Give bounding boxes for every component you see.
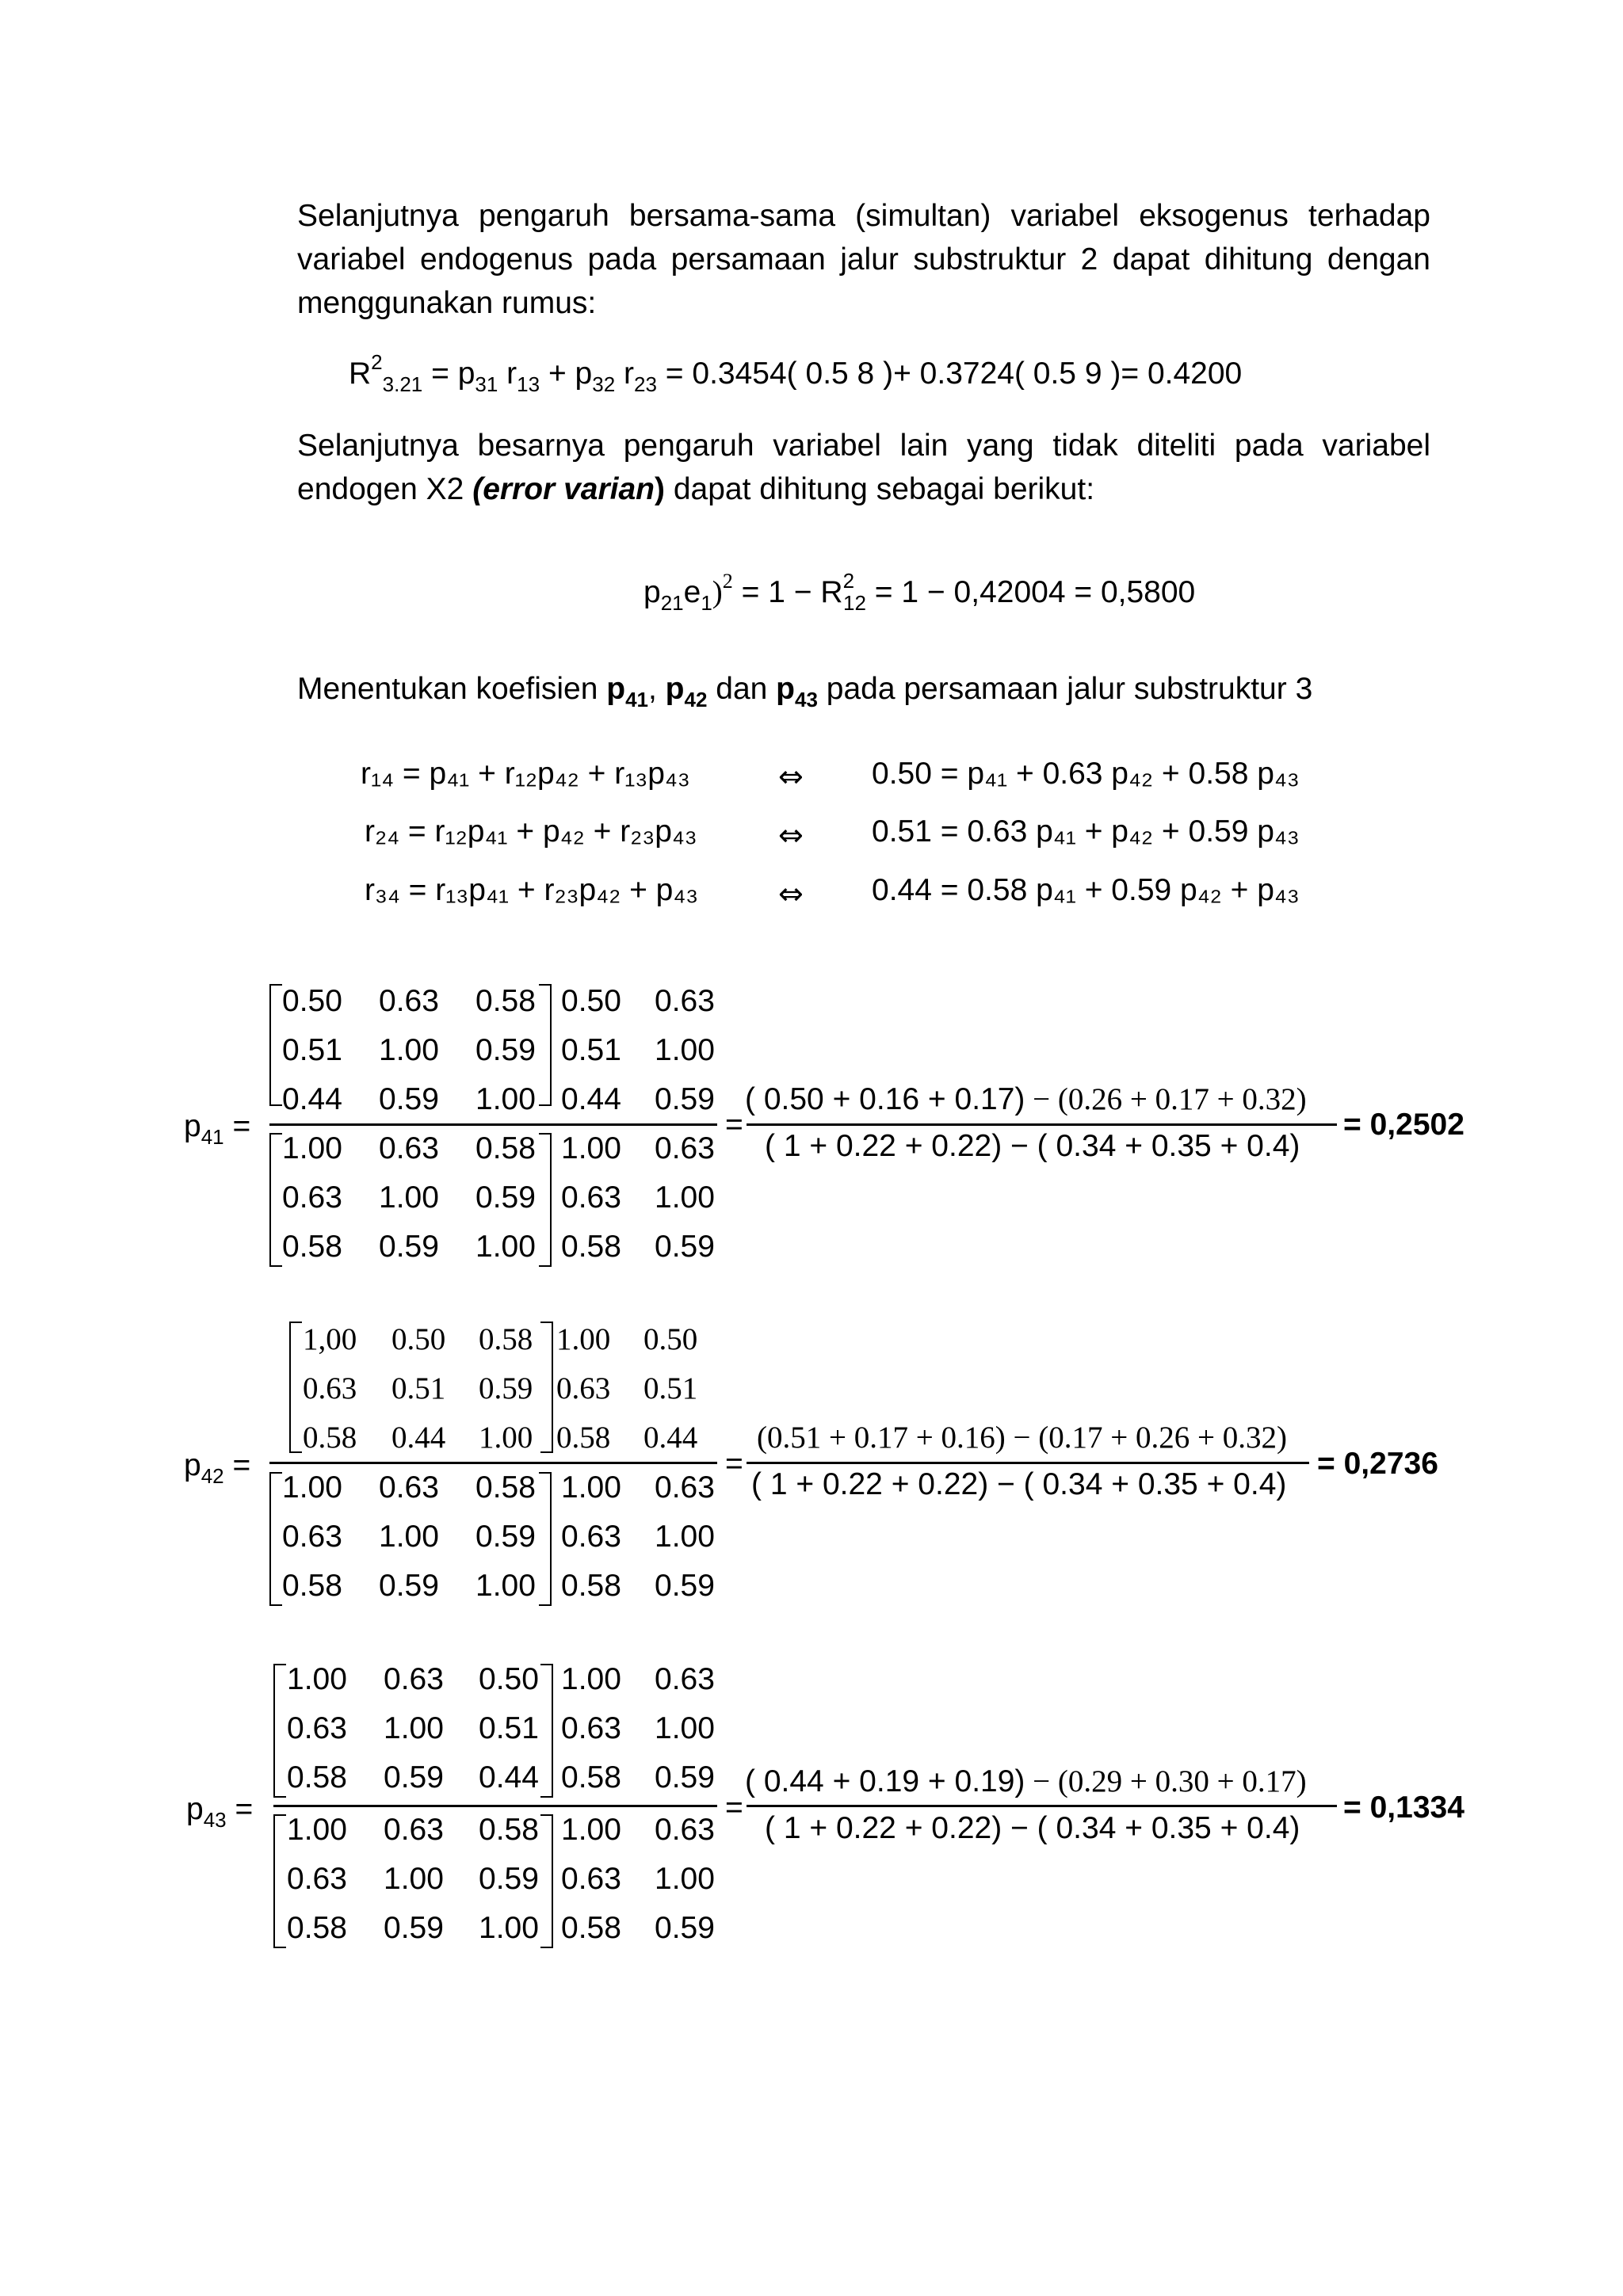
- matrix-cell: 0.59: [655, 1082, 715, 1116]
- matrix-cell: 0.58: [282, 1569, 342, 1603]
- matrix-cell: 0.58: [475, 1470, 536, 1505]
- error-e: e: [683, 575, 701, 609]
- p43-num-bracket-right: [540, 1664, 553, 1798]
- heading-dan: dan: [707, 672, 777, 706]
- p41-den-bracket-left: [269, 1133, 282, 1267]
- heading-p42: p: [665, 672, 685, 706]
- iff-symbol-1: ⇔: [778, 759, 804, 794]
- matrix-cell: 0.63: [655, 1470, 715, 1505]
- p43-num-a: ( 0.44 + 0.19 + 0.19): [745, 1764, 1025, 1798]
- matrix-cell: 0.50: [561, 984, 621, 1018]
- heading-post: pada persamaan jalur substruktur 3: [817, 672, 1313, 706]
- r2-term-4: r: [624, 357, 635, 391]
- matrix-cell: 1.00: [655, 1033, 715, 1067]
- matrix-cell: 0.44: [561, 1082, 621, 1116]
- section-3-heading: [297, 672, 1312, 712]
- matrix-cell: 0.58: [282, 1230, 342, 1264]
- r2-rhs: = 0.3454( 0.5 8 )+ 0.3724( 0.5 9 )= 0.4200: [665, 357, 1243, 391]
- heading-p42-sub: 42: [684, 688, 708, 711]
- matrix-cell: 0.58: [303, 1421, 357, 1455]
- matrix-cell: 1.00: [561, 1813, 621, 1847]
- error-variance-formula: [643, 569, 1195, 616]
- paragraph-2-post: dapat dihitung sebagai berikut:: [664, 472, 1095, 506]
- matrix-cell: 1.00: [384, 1711, 444, 1745]
- matrix-cell: 0.50: [479, 1662, 539, 1696]
- matrix-cell: 0.63: [655, 1131, 715, 1165]
- intro-paragraph-1: Selanjutnya pengaruh bersama-sama (simultan) variabel eksogenus terhadap variabel endogenus pada persamaan jalur substruktur 2 dapat dihitung dengan menggunakan rumus:: [297, 199, 1430, 320]
- matrix-cell: 0.63: [282, 1180, 342, 1215]
- matrix-cell: 0.63: [556, 1371, 611, 1405]
- matrix-cell: 0.63: [655, 1662, 715, 1696]
- matrix-cell: 0.58: [556, 1421, 611, 1455]
- equation-1-lhs: r₁₄ = p₄₁ + r₁₂p₄₂ + r₁₃p₄₃: [361, 757, 690, 791]
- matrix-cell: 0.63: [287, 1711, 347, 1745]
- equation-1-rhs: 0.50 = p₄₁ + 0.63 p₄₂ + 0.58 p₄₃: [872, 757, 1300, 791]
- p41-expression-line: [747, 1123, 1337, 1126]
- matrix-cell: 0.58: [287, 1760, 347, 1794]
- equation-2-lhs: r₂₄ = r₁₂p₄₁ + p₄₂ + r₂₃p₄₃: [365, 814, 697, 849]
- matrix-cell: 0.58: [561, 1569, 621, 1603]
- p42-label-p: p: [184, 1448, 201, 1482]
- p41-label: [184, 1109, 250, 1150]
- error-p-sub: 21: [660, 591, 684, 615]
- p43-den-expression: ( 1 + 0.22 + 0.22) − ( 0.34 + 0.35 + 0.4): [765, 1811, 1300, 1845]
- p42-num-expression: [757, 1420, 1287, 1455]
- matrix-cell: 1.00: [561, 1470, 621, 1505]
- r2-term-3-sub: 32: [592, 372, 616, 396]
- p42-fraction-line: [269, 1462, 717, 1464]
- matrix-cell: 0.59: [475, 1180, 536, 1215]
- matrix-cell: 1.00: [384, 1862, 444, 1896]
- matrix-cell: 0.63: [384, 1662, 444, 1696]
- matrix-cell: 0.63: [561, 1862, 621, 1896]
- p41-result-value: = 0,2502: [1343, 1108, 1465, 1142]
- p43-num-expression: [745, 1764, 1307, 1799]
- matrix-cell: 1.00: [379, 1520, 439, 1554]
- matrix-cell: 1.00: [655, 1711, 715, 1745]
- matrix-cell: 0.59: [384, 1760, 444, 1794]
- p43-num-bracket-left: [273, 1664, 286, 1798]
- p41-fraction-line: [269, 1123, 717, 1126]
- matrix-cell: 1.00: [475, 1569, 536, 1603]
- matrix-cell: 1.00: [379, 1033, 439, 1067]
- r2-term-3: + p: [548, 357, 593, 391]
- matrix-cell: 0.44: [643, 1421, 698, 1455]
- matrix-cell: 0.63: [379, 1131, 439, 1165]
- p43-den-bracket-left: [273, 1814, 286, 1948]
- heading-pre: Menentukan koefisien: [297, 672, 607, 706]
- r2-term-4-sub: 23: [634, 372, 657, 396]
- matrix-cell: 0.51: [643, 1371, 698, 1405]
- error-p: p: [643, 575, 661, 609]
- p41-label-p: p: [184, 1109, 201, 1143]
- matrix-cell: 1.00: [655, 1520, 715, 1554]
- matrix-cell: 1.00: [655, 1862, 715, 1896]
- heading-p43: p: [776, 672, 795, 706]
- p41-eq2: =: [725, 1108, 743, 1142]
- matrix-cell: 1.00: [479, 1421, 533, 1455]
- paragraph-2-bold-close: ): [654, 472, 665, 506]
- matrix-cell: 0.63: [561, 1180, 621, 1215]
- p43-num-b: − (0.29 + 0.30 + 0.17): [1025, 1764, 1307, 1798]
- r2-term-1-sub: 31: [475, 372, 498, 396]
- matrix-cell: 0.63: [282, 1520, 342, 1554]
- p42-label-sub: 42: [200, 1464, 224, 1488]
- matrix-cell: 0.59: [479, 1862, 539, 1896]
- matrix-cell: 1.00: [282, 1131, 342, 1165]
- error-paren: ): [712, 575, 723, 609]
- matrix-cell: 0.51: [391, 1371, 446, 1405]
- error-e-sub: 1: [701, 591, 712, 615]
- matrix-cell: 1,00: [303, 1322, 357, 1356]
- p43-label-eq: =: [235, 1792, 254, 1826]
- p41-result: [1343, 1108, 1465, 1142]
- p42-den-bracket-left: [269, 1472, 282, 1606]
- matrix-cell: 0.63: [287, 1862, 347, 1896]
- p42-label: [184, 1448, 250, 1489]
- p41-label-eq: =: [232, 1109, 251, 1143]
- p41-num-expression: [745, 1081, 1307, 1117]
- p43-den-bracket-right: [540, 1814, 553, 1948]
- matrix-cell: 0.59: [379, 1569, 439, 1603]
- matrix-cell: 0.51: [561, 1033, 621, 1067]
- p41-num-a: ( 0.50 + 0.16 + 0.17): [745, 1082, 1025, 1116]
- error-rhs: = 1 − 0,42004 = 0,5800: [874, 575, 1196, 609]
- matrix-cell: 0.63: [561, 1520, 621, 1554]
- p43-label: [186, 1792, 253, 1833]
- p43-label-p: p: [186, 1792, 204, 1826]
- matrix-cell: 0.51: [282, 1033, 342, 1067]
- r2-term-1: = p: [431, 357, 475, 391]
- p41-num-bracket-left: [269, 984, 282, 1106]
- matrix-cell: 0.59: [655, 1569, 715, 1603]
- r2-sub: 3.21: [382, 372, 423, 396]
- matrix-cell: 0.58: [561, 1760, 621, 1794]
- intro-paragraph-2: [297, 424, 1430, 511]
- matrix-cell: 0.58: [479, 1322, 533, 1356]
- matrix-cell: 0.59: [475, 1520, 536, 1554]
- matrix-cell: 1.00: [561, 1131, 621, 1165]
- p43-result-value: = 0,1334: [1343, 1791, 1465, 1825]
- matrix-cell: 0.58: [479, 1813, 539, 1847]
- matrix-cell: 0.59: [379, 1082, 439, 1116]
- matrix-cell: 0.50: [391, 1322, 446, 1356]
- matrix-cell: 0.59: [479, 1371, 533, 1405]
- p42-num-bracket-right: [540, 1322, 553, 1453]
- error-r-sup: 2: [842, 569, 855, 593]
- p42-result-value: = 0,2736: [1317, 1447, 1438, 1481]
- matrix-cell: 0.63: [655, 984, 715, 1018]
- matrix-cell: 0.63: [379, 1470, 439, 1505]
- matrix-cell: 0.50: [282, 984, 342, 1018]
- matrix-cell: 1.00: [287, 1662, 347, 1696]
- p42-num-b: − (0.17 + 0.26 + 0.32): [1005, 1421, 1287, 1455]
- p42-den-bracket-right: [539, 1472, 552, 1606]
- matrix-cell: 0.63: [655, 1813, 715, 1847]
- r2-formula: [349, 350, 1242, 397]
- p42-den-expression: ( 1 + 0.22 + 0.22) − ( 0.34 + 0.35 + 0.4): [751, 1467, 1287, 1501]
- p42-num-a: (0.51 + 0.17 + 0.16): [757, 1421, 1006, 1455]
- matrix-cell: 0.44: [282, 1082, 342, 1116]
- matrix-cell: 0.50: [643, 1322, 698, 1356]
- equation-3-rhs: 0.44 = 0.58 p₄₁ + 0.59 p₄₂ + p₄₃: [872, 873, 1300, 907]
- matrix-cell: 0.63: [303, 1371, 357, 1405]
- r2-symbol: R: [349, 357, 372, 391]
- p42-result: [1317, 1447, 1438, 1482]
- iff-symbol-2: ⇔: [778, 818, 804, 852]
- p41-den-expression: ( 1 + 0.22 + 0.22) − ( 0.34 + 0.35 + 0.4): [765, 1129, 1300, 1163]
- p42-num-bracket-left: [289, 1322, 302, 1453]
- p43-expression-line: [747, 1805, 1337, 1807]
- paragraph-2-pre: Selanjutnya besarnya pengaruh variabel lain yang tidak diteliti pada variabel endogen X2: [297, 429, 1430, 506]
- matrix-cell: 1.00: [282, 1470, 342, 1505]
- p42-eq2: =: [725, 1447, 743, 1481]
- error-eq1: = 1 − R: [741, 575, 843, 609]
- p43-label-sub: 43: [203, 1808, 227, 1832]
- p41-den-bracket-right: [539, 1133, 552, 1267]
- r2-sup: 2: [371, 350, 383, 374]
- p43-result: [1343, 1791, 1465, 1825]
- matrix-cell: 0.63: [379, 984, 439, 1018]
- matrix-cell: 0.58: [475, 984, 536, 1018]
- matrix-cell: 0.63: [561, 1711, 621, 1745]
- heading-p43-sub: 43: [795, 688, 818, 711]
- matrix-cell: 1.00: [475, 1230, 536, 1264]
- matrix-cell: 0.58: [561, 1911, 621, 1945]
- matrix-cell: 0.59: [655, 1911, 715, 1945]
- p41-num-bracket-right: [539, 984, 552, 1106]
- matrix-cell: 0.58: [475, 1131, 536, 1165]
- matrix-cell: 1.00: [479, 1911, 539, 1945]
- matrix-cell: 0.58: [561, 1230, 621, 1264]
- r2-term-2-sub: 13: [517, 372, 540, 396]
- matrix-cell: 1.00: [475, 1082, 536, 1116]
- p42-expression-line: [747, 1462, 1309, 1464]
- heading-p41: p: [606, 672, 626, 706]
- matrix-cell: 1.00: [556, 1322, 611, 1356]
- p43-eq2: =: [725, 1791, 743, 1825]
- matrix-cell: 0.59: [475, 1033, 536, 1067]
- heading-comma: ,: [648, 672, 666, 706]
- matrix-cell: 0.63: [384, 1813, 444, 1847]
- p43-fraction-line: [273, 1805, 717, 1807]
- matrix-cell: 1.00: [561, 1662, 621, 1696]
- equation-3-lhs: r₃₄ = r₁₃p₄₁ + r₂₃p₄₂ + p₄₃: [365, 873, 699, 907]
- matrix-cell: 0.59: [655, 1760, 715, 1794]
- error-sq: 2: [722, 570, 733, 593]
- matrix-cell: 0.59: [384, 1911, 444, 1945]
- paragraph-2-bold: (error varian: [472, 472, 655, 506]
- iff-symbol-3: ⇔: [778, 876, 804, 911]
- heading-p41-sub: 41: [625, 688, 648, 711]
- p41-label-sub: 41: [200, 1125, 224, 1149]
- p42-label-eq: =: [232, 1448, 251, 1482]
- matrix-cell: 1.00: [379, 1180, 439, 1215]
- matrix-cell: 0.44: [391, 1421, 446, 1455]
- matrix-cell: 0.51: [479, 1711, 539, 1745]
- matrix-cell: 1.00: [655, 1180, 715, 1215]
- matrix-cell: 0.59: [655, 1230, 715, 1264]
- r2-term-2: r: [506, 357, 517, 391]
- matrix-cell: 0.59: [379, 1230, 439, 1264]
- error-r-sub: 12: [843, 591, 866, 615]
- matrix-cell: 1.00: [287, 1813, 347, 1847]
- p41-num-b: − (0.26 + 0.17 + 0.32): [1025, 1082, 1307, 1116]
- equation-2-rhs: 0.51 = 0.63 p₄₁ + p₄₂ + 0.59 p₄₃: [872, 814, 1300, 849]
- matrix-cell: 0.58: [287, 1911, 347, 1945]
- matrix-cell: 0.44: [479, 1760, 539, 1794]
